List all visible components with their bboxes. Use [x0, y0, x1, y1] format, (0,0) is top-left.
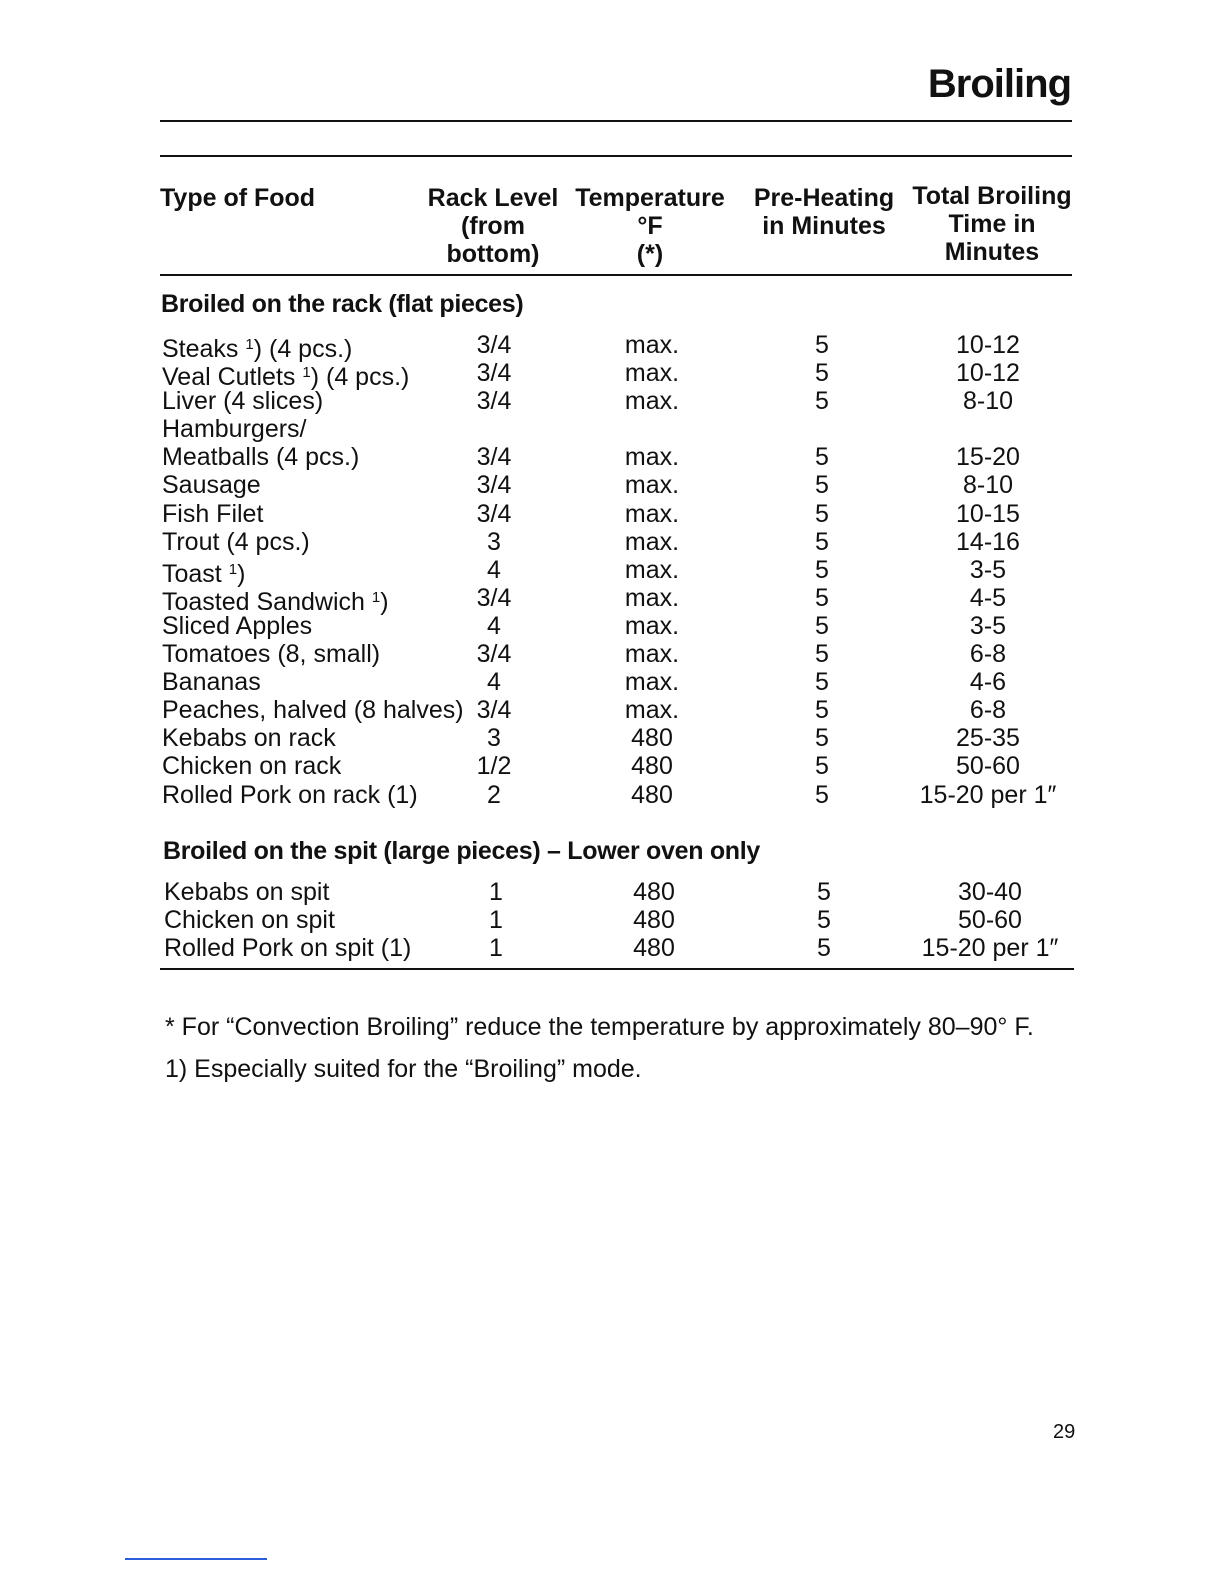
rack-level-cell: 4	[487, 668, 501, 697]
temperature-cell: max.	[624, 640, 680, 669]
temperature-cell: 480	[631, 724, 673, 753]
footnote-marker: 1	[371, 588, 381, 606]
food-cell	[162, 500, 263, 528]
rack-level-cell: 1	[489, 906, 503, 935]
food-name: Trout (4 pcs.)	[162, 527, 310, 556]
preheat-cell: 5	[815, 780, 829, 809]
food-name: Toast	[162, 559, 222, 588]
temperature-cell: max.	[624, 668, 680, 697]
temperature-cell: max.	[624, 527, 680, 556]
food-name: Liver (4 slices)	[162, 387, 324, 416]
table-row	[162, 555, 1074, 588]
footnote-broiling-mode: 1) Especially suited for the “Broiling” mode.	[165, 1055, 642, 1083]
food-name: Sausage	[162, 471, 261, 500]
food-cell	[162, 443, 359, 471]
header-total-broiling-time: Total Broiling Time in Minutes	[912, 182, 1072, 266]
rack-level-cell: 3/4	[476, 640, 512, 669]
table-row	[164, 906, 1076, 934]
preheat-cell: 5	[815, 471, 829, 500]
food-name: Bananas	[162, 668, 261, 697]
food-cell	[164, 878, 329, 906]
rack-level-cell: 3/4	[476, 331, 512, 359]
table-row	[162, 612, 1074, 640]
temperature-cell: 480	[631, 780, 673, 809]
food-name: Toasted Sandwich	[162, 587, 365, 616]
preheat-cell: 5	[815, 640, 829, 669]
temperature-cell: 480	[633, 906, 675, 935]
table-row	[162, 528, 1074, 556]
rack-level-cell: 3/4	[476, 583, 512, 612]
food-cell	[162, 752, 341, 780]
food-name: Veal Cutlets	[162, 363, 296, 392]
preheat-cell: 5	[815, 387, 829, 416]
preheat-cell: 5	[815, 331, 829, 359]
table-row	[162, 415, 1074, 443]
broil-time-cell: 10-12	[956, 359, 1020, 388]
rack-level-cell: 3/4	[476, 696, 512, 725]
temperature-cell: max.	[624, 359, 680, 388]
temperature-cell: max.	[624, 471, 680, 500]
temperature-cell: max.	[624, 387, 680, 416]
preheat-cell: 5	[815, 359, 829, 388]
food-cell	[162, 696, 464, 724]
food-cell	[162, 387, 323, 415]
broil-time-cell: 3-5	[969, 555, 1007, 584]
footnote-convection: * For “Convection Broiling” reduce the temperature by approximately 80–90° F.	[165, 1013, 1034, 1041]
food-cell: Toasted Sandwich $^1$)	[162, 587, 389, 616]
header-pre-heating: Pre-Heating in Minutes	[753, 184, 895, 240]
food-cell	[162, 724, 336, 752]
section-title-spit: Broiled on the spit (large pieces) – Lower oven only	[163, 837, 761, 865]
link-underline	[125, 1558, 267, 1560]
page-number: 29	[1053, 1421, 1076, 1443]
footnote-marker: 1	[302, 364, 311, 382]
header-type-of-food: Type of Food	[160, 184, 316, 212]
broil-time-cell: 50-60	[956, 752, 1020, 781]
table-row	[162, 471, 1074, 499]
broil-time-cell: 15-20 per 1″	[921, 934, 1059, 963]
preheat-cell: 5	[815, 527, 829, 556]
preheat-cell: 5	[817, 878, 831, 906]
broil-time-cell: 3-5	[969, 611, 1007, 640]
preheat-cell: 5	[815, 696, 829, 725]
food-cell	[162, 612, 312, 640]
rack-rows	[162, 331, 1074, 809]
food-suffix: (4 pcs.)	[262, 335, 353, 363]
food-name: Chicken on spit	[164, 906, 335, 935]
preheat-cell: 5	[815, 668, 829, 697]
preheat-cell: 5	[815, 752, 829, 781]
preheat-cell: 5	[815, 555, 829, 584]
temperature-cell: 480	[633, 878, 675, 906]
table-row	[162, 500, 1074, 528]
food-name: Sliced Apples	[162, 611, 313, 640]
temperature-cell: max.	[624, 611, 680, 640]
section-title-rack: Broiled on the rack (flat pieces)	[161, 290, 524, 318]
rack-level-cell: 1	[489, 878, 503, 906]
broil-time-cell: 10-15	[956, 499, 1020, 528]
food-cell	[162, 415, 307, 443]
food-cell: Steaks $^1$) (4 pcs.)	[162, 335, 353, 363]
rack-level-cell: 1	[489, 934, 503, 963]
rack-level-cell: 3	[487, 724, 501, 753]
broil-time-cell: 6-8	[969, 696, 1007, 725]
broil-time-cell: 6-8	[969, 640, 1007, 669]
preheat-cell: 5	[815, 443, 829, 472]
table-row	[162, 781, 1074, 809]
broil-time-cell: 30-40	[958, 878, 1022, 906]
rack-level-cell: 4	[487, 555, 501, 584]
rack-level-cell: 3/4	[476, 359, 512, 388]
table-row	[162, 387, 1074, 415]
preheat-cell: 5	[815, 583, 829, 612]
header-temperature: Temperature °F (*)	[575, 184, 725, 268]
title-divider	[160, 120, 1072, 122]
spit-rows	[164, 878, 1076, 962]
temperature-cell: max.	[624, 443, 680, 472]
rack-level-cell: 2	[487, 780, 501, 809]
table-row	[162, 724, 1074, 752]
table-row	[162, 696, 1074, 724]
footnote-marker: 1	[228, 560, 238, 578]
rack-level-cell: 3/4	[476, 499, 512, 528]
table-row	[162, 359, 1074, 392]
table-row	[164, 878, 1076, 906]
table-row	[162, 752, 1074, 780]
table-row	[162, 668, 1074, 696]
table-top-rule	[160, 155, 1072, 157]
food-cell	[162, 640, 380, 668]
broil-time-cell: 14-16	[956, 527, 1020, 556]
food-cell	[162, 781, 418, 809]
broil-time-cell: 4-5	[969, 583, 1007, 612]
temperature-cell: max.	[624, 583, 680, 612]
food-cell: Veal Cutlets $^1$) (4 pcs.)	[162, 363, 410, 392]
food-cell	[162, 528, 310, 556]
food-suffix: (4 pcs.)	[319, 363, 410, 392]
preheat-cell: 5	[815, 611, 829, 640]
food-cell	[162, 668, 261, 696]
page-title: Broiling	[927, 62, 1071, 106]
broil-time-cell: 15-20	[956, 443, 1020, 472]
rack-level-cell: 1/2	[476, 752, 512, 781]
food-cell	[164, 906, 335, 934]
broil-time-cell: 15-20 per 1″	[919, 780, 1057, 809]
preheat-cell: 5	[817, 906, 831, 935]
food-name: Steaks	[162, 335, 239, 363]
food-name: Rolled Pork on rack (1)	[162, 780, 418, 809]
broil-time-cell: 25-35	[956, 724, 1020, 753]
temperature-cell: max.	[624, 331, 680, 359]
food-name: Rolled Pork on spit (1)	[164, 934, 412, 963]
food-cell: Toast $^1$)	[162, 559, 246, 588]
food-name: Fish Filet	[162, 499, 264, 528]
rack-level-cell: 3/4	[476, 471, 512, 500]
rack-level-cell: 3/4	[476, 387, 512, 416]
broil-time-cell: 4-6	[969, 668, 1007, 697]
preheat-cell: 5	[815, 499, 829, 528]
table-row	[162, 640, 1074, 668]
food-name: Peaches, halved (8 halves)	[162, 696, 464, 725]
table-row	[162, 443, 1074, 471]
broil-time-cell: 8-10	[962, 471, 1014, 500]
temperature-cell: 480	[633, 934, 675, 963]
header-rule	[160, 274, 1072, 276]
food-cell	[164, 934, 411, 962]
food-name: Meatballs (4 pcs.)	[162, 443, 360, 472]
preheat-cell: 5	[815, 724, 829, 753]
food-name: Kebabs on spit	[164, 878, 330, 906]
temperature-cell: max.	[624, 499, 680, 528]
table-row	[164, 934, 1076, 962]
temperature-cell: max.	[624, 696, 680, 725]
table-row	[162, 583, 1074, 616]
broil-time-cell: 10-12	[956, 331, 1020, 359]
temperature-cell: 480	[631, 752, 673, 781]
broil-time-cell: 50-60	[958, 906, 1022, 935]
food-name: Hamburgers/	[162, 415, 307, 444]
food-cell	[162, 471, 261, 499]
footnote-marker: 1	[245, 336, 254, 353]
temperature-cell: max.	[624, 555, 680, 584]
food-name: Kebabs on rack	[162, 724, 336, 753]
rack-level-cell: 4	[487, 611, 501, 640]
broil-time-cell: 8-10	[962, 387, 1014, 416]
rack-level-cell: 3/4	[476, 443, 512, 472]
header-rack-level: Rack Level (from bottom)	[427, 184, 559, 268]
food-name: Tomatoes (8, small)	[162, 640, 381, 669]
table-row	[162, 331, 1074, 363]
rack-level-cell: 3	[487, 527, 501, 556]
table-bottom-rule	[160, 968, 1074, 970]
food-name: Chicken on rack	[162, 752, 342, 781]
preheat-cell: 5	[817, 934, 831, 963]
